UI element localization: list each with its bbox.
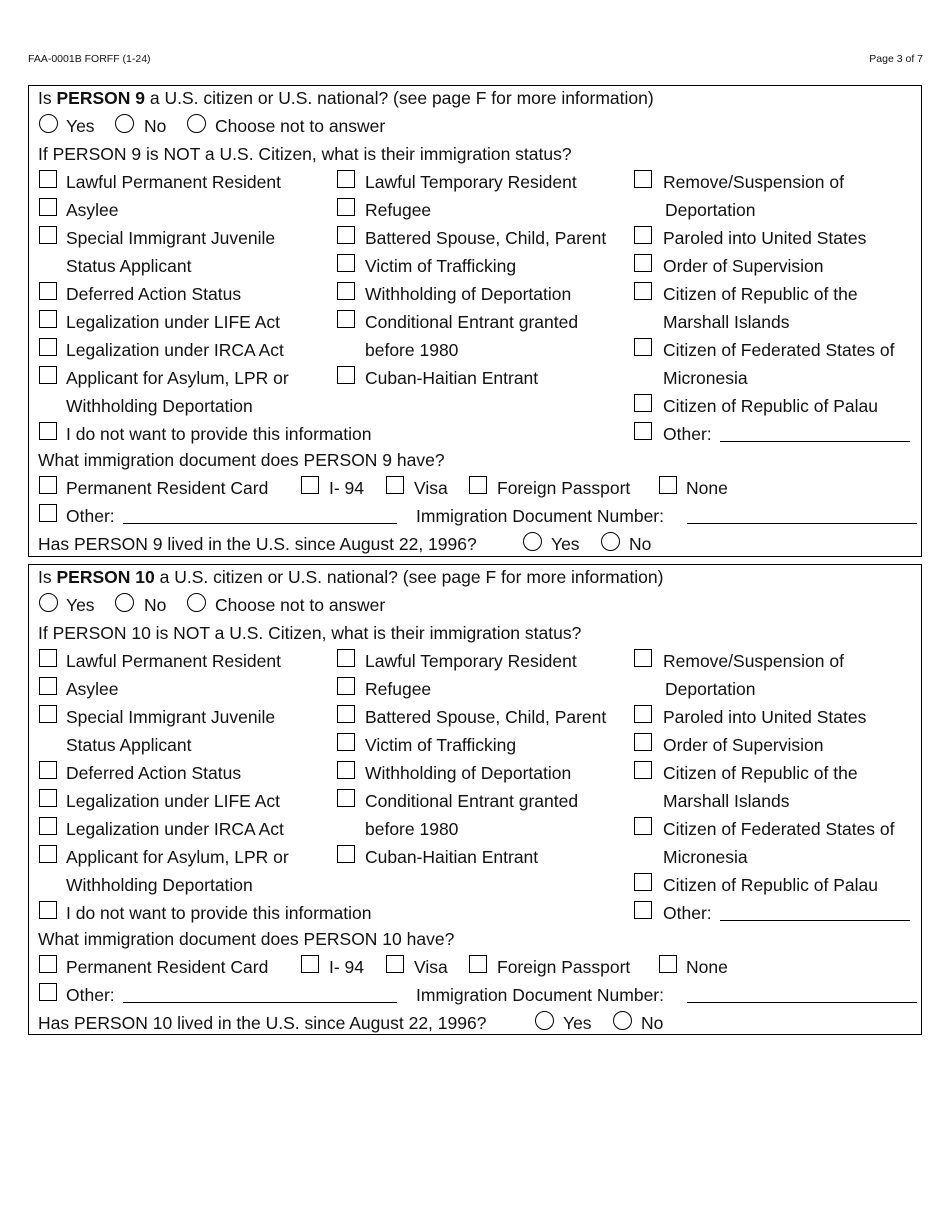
- status-cuban-label: Cuban-Haitian Entrant: [365, 368, 539, 388]
- status-asylum-applicant-label-cont: Withholding Deportation: [66, 875, 253, 895]
- status-refugee-checkbox[interactable]: [337, 198, 355, 216]
- status-asylee-label: Asylee: [66, 679, 119, 699]
- person-10-section: [28, 564, 922, 1035]
- status-sij-label-cont: Status Applicant: [66, 735, 192, 755]
- status-life-checkbox[interactable]: [39, 789, 57, 807]
- doc-i94-checkbox[interactable]: [301, 955, 319, 973]
- status-marshall-checkbox[interactable]: [634, 761, 652, 779]
- doc-number-label: Immigration Document Number:: [416, 506, 664, 526]
- citizen-decline-label: Choose not to answer: [215, 595, 386, 615]
- status-marshall-label: Citizen of Republic of the: [663, 284, 858, 304]
- status-life-label: Legalization under LIFE Act: [66, 791, 281, 811]
- doc-i94-label: I- 94: [329, 478, 365, 498]
- lived-no-radio[interactable]: [601, 532, 620, 551]
- doc-passport-checkbox[interactable]: [469, 476, 487, 494]
- status-ltr-checkbox[interactable]: [337, 649, 355, 667]
- status-no-provide-label: I do not want to provide this information: [66, 903, 372, 923]
- status-irca-checkbox[interactable]: [39, 817, 57, 835]
- lived-yes-radio[interactable]: [535, 1011, 554, 1030]
- doc-none-label: None: [686, 478, 728, 498]
- status-ltr-label: Lawful Temporary Resident: [365, 172, 577, 192]
- status-withholding-checkbox[interactable]: [337, 761, 355, 779]
- status-withholding-label: Withholding of Deportation: [365, 284, 572, 304]
- status-palau-checkbox[interactable]: [634, 873, 652, 891]
- status-cuban-checkbox[interactable]: [337, 366, 355, 384]
- doc-question: What immigration document does PERSON 9 have?: [38, 450, 445, 470]
- status-micronesia-label-cont: Micronesia: [663, 847, 748, 867]
- lived-no-radio[interactable]: [613, 1011, 632, 1030]
- citizen-yes-label: Yes: [66, 116, 95, 136]
- status-other-input[interactable]: [720, 920, 910, 921]
- status-supervision-checkbox[interactable]: [634, 733, 652, 751]
- status-sij-checkbox[interactable]: [39, 226, 57, 244]
- status-lpr-label: Lawful Permanent Resident: [66, 651, 281, 671]
- status-battered-label: Battered Spouse, Child, Parent: [365, 228, 607, 248]
- status-conditional-checkbox[interactable]: [337, 789, 355, 807]
- status-cuban-label: Cuban-Haitian Entrant: [365, 847, 539, 867]
- lived-yes-label: Yes: [551, 534, 580, 554]
- page-number: Page 3 of 7: [869, 53, 923, 65]
- doc-number-input[interactable]: [687, 1002, 917, 1003]
- status-other-input[interactable]: [720, 441, 910, 442]
- lived-question: Has PERSON 9 lived in the U.S. since August 22, 1996?: [38, 534, 477, 554]
- doc-visa-checkbox[interactable]: [386, 476, 404, 494]
- status-marshall-checkbox[interactable]: [634, 282, 652, 300]
- doc-number-input[interactable]: [687, 523, 917, 524]
- status-paroled-label: Paroled into United States: [663, 228, 867, 248]
- doc-none-checkbox[interactable]: [659, 955, 677, 973]
- status-refugee-label: Refugee: [365, 200, 432, 220]
- status-micronesia-label-cont: Micronesia: [663, 368, 748, 388]
- status-micronesia-label: Citizen of Federated States of: [663, 340, 895, 360]
- status-remove-label-cont: Deportation: [665, 200, 756, 220]
- status-palau-label: Citizen of Republic of Palau: [663, 875, 878, 895]
- doc-none-checkbox[interactable]: [659, 476, 677, 494]
- doc-prc-checkbox[interactable]: [39, 955, 57, 973]
- citizen-no-label: No: [144, 116, 167, 136]
- status-paroled-label: Paroled into United States: [663, 707, 867, 727]
- status-life-label: Legalization under LIFE Act: [66, 312, 281, 332]
- status-remove-checkbox[interactable]: [634, 649, 652, 667]
- status-lpr-checkbox[interactable]: [39, 170, 57, 188]
- status-supervision-label: Order of Supervision: [663, 256, 824, 276]
- citizen-yes-radio[interactable]: [39, 593, 58, 612]
- doc-prc-label: Permanent Resident Card: [66, 478, 269, 498]
- citizen-no-label: No: [144, 595, 167, 615]
- status-lpr-label: Lawful Permanent Resident: [66, 172, 281, 192]
- status-lpr-checkbox[interactable]: [39, 649, 57, 667]
- status-battered-checkbox[interactable]: [337, 705, 355, 723]
- status-conditional-label: Conditional Entrant granted: [365, 791, 579, 811]
- status-micronesia-label: Citizen of Federated States of: [663, 819, 895, 839]
- doc-number-label: Immigration Document Number:: [416, 985, 664, 1005]
- status-marshall-label-cont: Marshall Islands: [663, 791, 790, 811]
- status-asylum-applicant-label-cont: Withholding Deportation: [66, 396, 253, 416]
- status-sij-label: Special Immigrant Juvenile: [66, 707, 276, 727]
- citizen-question: Is PERSON 9 a U.S. citizen or U.S. national? (see page F for more information): [38, 88, 654, 108]
- status-remove-label: Remove/Suspension of: [663, 651, 844, 671]
- lived-no-label: No: [629, 534, 652, 554]
- status-cuban-checkbox[interactable]: [337, 845, 355, 863]
- status-sij-label: Special Immigrant Juvenile: [66, 228, 276, 248]
- status-irca-label: Legalization under IRCA Act: [66, 819, 284, 839]
- lived-question: Has PERSON 10 lived in the U.S. since August 22, 1996?: [38, 1013, 487, 1033]
- status-life-checkbox[interactable]: [39, 310, 57, 328]
- status-paroled-checkbox[interactable]: [634, 226, 652, 244]
- status-question: If PERSON 9 is NOT a U.S. Citizen, what is their immigration status?: [38, 144, 572, 164]
- status-remove-checkbox[interactable]: [634, 170, 652, 188]
- status-withholding-label: Withholding of Deportation: [365, 763, 572, 783]
- status-refugee-label: Refugee: [365, 679, 432, 699]
- status-asylee-label: Asylee: [66, 200, 119, 220]
- status-remove-label: Remove/Suspension of: [663, 172, 844, 192]
- citizen-question: Is PERSON 10 a U.S. citizen or U.S. national? (see page F for more information): [38, 567, 664, 587]
- status-paroled-checkbox[interactable]: [634, 705, 652, 723]
- doc-other-label: Other:: [66, 985, 115, 1005]
- lived-yes-label: Yes: [563, 1013, 592, 1033]
- doc-passport-label: Foreign Passport: [497, 957, 631, 977]
- status-ltr-label: Lawful Temporary Resident: [365, 651, 577, 671]
- status-other-label: Other:: [663, 903, 712, 923]
- status-sij-checkbox[interactable]: [39, 705, 57, 723]
- status-deferred-label: Deferred Action Status: [66, 284, 242, 304]
- doc-other-input[interactable]: [123, 523, 397, 524]
- status-marshall-label-cont: Marshall Islands: [663, 312, 790, 332]
- doc-other-input[interactable]: [123, 1002, 397, 1003]
- doc-passport-label: Foreign Passport: [497, 478, 631, 498]
- status-question: If PERSON 10 is NOT a U.S. Citizen, what is their immigration status?: [38, 623, 582, 643]
- doc-other-checkbox[interactable]: [39, 504, 57, 522]
- status-supervision-checkbox[interactable]: [634, 254, 652, 272]
- doc-question: What immigration document does PERSON 10 have?: [38, 929, 455, 949]
- doc-prc-label: Permanent Resident Card: [66, 957, 269, 977]
- status-palau-label: Citizen of Republic of Palau: [663, 396, 878, 416]
- status-trafficking-checkbox[interactable]: [337, 254, 355, 272]
- status-ltr-checkbox[interactable]: [337, 170, 355, 188]
- citizen-no-radio[interactable]: [115, 114, 134, 133]
- status-asylum-applicant-checkbox[interactable]: [39, 845, 57, 863]
- status-other-label: Other:: [663, 424, 712, 444]
- status-deferred-label: Deferred Action Status: [66, 763, 242, 783]
- doc-i94-checkbox[interactable]: [301, 476, 319, 494]
- person-9-section: [28, 85, 922, 557]
- doc-none-label: None: [686, 957, 728, 977]
- status-trafficking-label: Victim of Trafficking: [365, 735, 517, 755]
- status-trafficking-checkbox[interactable]: [337, 733, 355, 751]
- lived-yes-radio[interactable]: [523, 532, 542, 551]
- citizen-yes-label: Yes: [66, 595, 95, 615]
- status-irca-label: Legalization under IRCA Act: [66, 340, 284, 360]
- status-no-provide-checkbox[interactable]: [39, 422, 57, 440]
- status-sij-label-cont: Status Applicant: [66, 256, 192, 276]
- status-asylee-checkbox[interactable]: [39, 198, 57, 216]
- status-asylum-applicant-checkbox[interactable]: [39, 366, 57, 384]
- doc-visa-label: Visa: [414, 478, 448, 498]
- doc-passport-checkbox[interactable]: [469, 955, 487, 973]
- doc-visa-label: Visa: [414, 957, 448, 977]
- lived-no-label: No: [641, 1013, 664, 1033]
- status-other-checkbox[interactable]: [634, 901, 652, 919]
- status-irca-checkbox[interactable]: [39, 338, 57, 356]
- doc-other-checkbox[interactable]: [39, 983, 57, 1001]
- status-conditional-label-cont: before 1980: [365, 340, 459, 360]
- status-asylum-applicant-label: Applicant for Asylum, LPR or: [66, 368, 289, 388]
- status-asylum-applicant-label: Applicant for Asylum, LPR or: [66, 847, 289, 867]
- status-palau-checkbox[interactable]: [634, 394, 652, 412]
- status-micronesia-checkbox[interactable]: [634, 817, 652, 835]
- status-refugee-checkbox[interactable]: [337, 677, 355, 695]
- status-battered-checkbox[interactable]: [337, 226, 355, 244]
- status-micronesia-checkbox[interactable]: [634, 338, 652, 356]
- status-deferred-checkbox[interactable]: [39, 761, 57, 779]
- citizen-yes-radio[interactable]: [39, 114, 58, 133]
- citizen-decline-label: Choose not to answer: [215, 116, 386, 136]
- doc-visa-checkbox[interactable]: [386, 955, 404, 973]
- status-marshall-label: Citizen of Republic of the: [663, 763, 858, 783]
- citizen-decline-radio[interactable]: [187, 114, 206, 133]
- status-conditional-label-cont: before 1980: [365, 819, 459, 839]
- status-conditional-checkbox[interactable]: [337, 310, 355, 328]
- status-supervision-label: Order of Supervision: [663, 735, 824, 755]
- doc-other-label: Other:: [66, 506, 115, 526]
- status-battered-label: Battered Spouse, Child, Parent: [365, 707, 607, 727]
- status-trafficking-label: Victim of Trafficking: [365, 256, 517, 276]
- doc-i94-label: I- 94: [329, 957, 365, 977]
- status-conditional-label: Conditional Entrant granted: [365, 312, 579, 332]
- status-withholding-checkbox[interactable]: [337, 282, 355, 300]
- status-other-checkbox[interactable]: [634, 422, 652, 440]
- citizen-no-radio[interactable]: [115, 593, 134, 612]
- status-deferred-checkbox[interactable]: [39, 282, 57, 300]
- doc-prc-checkbox[interactable]: [39, 476, 57, 494]
- form-id: FAA-0001B FORFF (1-24): [28, 53, 151, 65]
- status-asylee-checkbox[interactable]: [39, 677, 57, 695]
- citizen-decline-radio[interactable]: [187, 593, 206, 612]
- status-remove-label-cont: Deportation: [665, 679, 756, 699]
- status-no-provide-label: I do not want to provide this information: [66, 424, 372, 444]
- status-no-provide-checkbox[interactable]: [39, 901, 57, 919]
